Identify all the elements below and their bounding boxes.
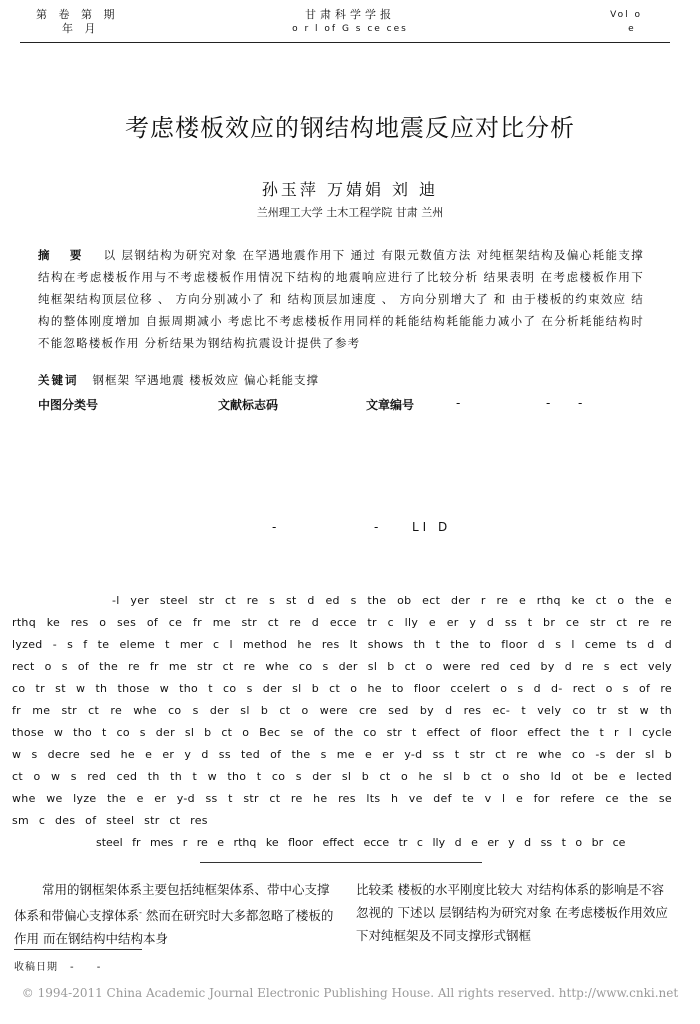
- article-no-dash-3: -: [578, 396, 583, 410]
- section-separator: [200, 862, 482, 863]
- body-paragraph-right: 比较柔 楼板的水平刚度比较大 对结构体系的影响是不容忽视的 下述以 层钢结构为研究对象 在考虑楼板作用效应下对纯框架及不同支撑形式钢框: [356, 882, 668, 943]
- header-date: 年 月: [62, 22, 100, 35]
- footnote: [14, 958, 110, 973]
- footnote-rule: [14, 949, 142, 950]
- article-no-dash-2: -: [546, 396, 551, 410]
- received-date-label: 收稿日期: [14, 962, 58, 973]
- header-volume: 第 卷 第 期: [36, 8, 119, 21]
- journal-name-cn: 甘肃科学学报: [305, 8, 395, 21]
- header-volume-en: [610, 8, 642, 36]
- abstract-en: [12, 590, 672, 832]
- english-title-dash-1: -: [272, 520, 277, 534]
- article-no-dash-1: -: [456, 396, 461, 410]
- received-date-value: - -: [70, 962, 111, 973]
- abstract-cn: [38, 244, 644, 354]
- header-rule: [20, 42, 670, 43]
- doc-code-label: 文献标志码: [218, 398, 279, 412]
- body-column-right: [356, 878, 672, 947]
- running-header: [0, 8, 700, 44]
- header-vol-en: Vol o: [610, 10, 642, 20]
- header-date-en: e: [628, 24, 636, 34]
- header-journal: [0, 8, 700, 36]
- paper-authors: 孙玉萍 万婧娟 刘 迪: [261, 180, 439, 199]
- abstract-label: 摘 要: [38, 248, 90, 262]
- keywords-cn: [38, 372, 644, 388]
- paper-affiliation: 兰州理工大学 土木工程学院 甘肃 兰州: [256, 206, 444, 219]
- body-text-left: 常用的钢框架体系主要包括纯框架体系、带中心支撑体系和带偏心支撑体系: [14, 882, 330, 924]
- keywords-label: 关键词: [38, 373, 79, 387]
- abstract-en-text: -l yer steel str ct re s st d ed s the ob ect der r re e rthq ke ct o the e rthq ke res o ses of ce fr me str ct re d ecce tr c lly e er y d ss t br ce str ct re re lyzed - s f te eleme t mer c l method he res lt shows th t the to floor d s l ceme ts d d rect o s of the re fr me str ct re whe co s der sl b ct o were red ced by d re s ect vely co tr st w th those w tho t co s der sl b ct o he to floor ccelert o s d d- rect o s of re fr me str ct re whe co s der sl b ct o were cre sed by d res ec- t vely co tr st w th those w tho t co s der sl b ct o Bec se of the co str t effect of floor effect the t r l cycle w s decre sed he e er y d ss ted of the s me e er y-d ss t str ct re whe co -s der sl b ct o w s red ced th th t w tho t co s der sl b ct o he sl b ct o sho ld ot be e lected whe we lyze the e er y-d ss t str ct re he res lts h ve def te v l e for refere ce the se sm c des of steel str ct res: [12, 594, 672, 827]
- keywords-text: 钢框架 罕遇地震 楼板效应 偏心耗能支撑: [92, 373, 319, 387]
- journal-name-en: o r l of G s ce ces: [292, 24, 408, 34]
- body-text-left-rest: 然而在研究时大多都忽略了楼板的作用 而在钢结构中结构本身: [14, 908, 334, 947]
- abstract-text: 以 层钢结构为研究对象 在罕遇地震作用下 通过 有限元数值方法 对纯框架结构及偏心耗能支撑结构在考虑楼板作用与不考虑楼板作用情况下结构的地震响应进行了比较分析 结果表明 在考虑楼板作用下纯框架结构顶层位移 、 方向分别减小了 和 结构顶层加速度 、 方向分别增大了 和 由于楼板的约束效应 结构的整体刚度增加 自振周期减小 考虑比不考虑楼板作用同样的耗能结构耗能能力减小了 在分析耗能结构时不能忽略楼板作用 分析结果为钢结构抗震设计提供了参考: [38, 248, 644, 350]
- english-title-dash-2: -: [374, 520, 379, 534]
- reference-mark: -: [139, 908, 142, 917]
- body-column-left: [14, 878, 336, 950]
- paper-title: 考虑楼板效应的钢结构地震反应对比分析: [125, 114, 575, 142]
- body-paragraph-left: [14, 878, 336, 950]
- keywords-en: steel fr mes r re e rthq ke floor effect ecce tr c lly d e er y d ss t o br ce: [96, 836, 626, 849]
- classification-row: [38, 396, 644, 414]
- english-title-area: [0, 520, 700, 540]
- copyright-watermark: © 1994-2011 China Academic Journal Electronic Publishing House. All rights reserved. http://www.cnki.net: [21, 986, 679, 1000]
- english-author-name: LI D: [412, 520, 452, 534]
- clc-label: 中图分类号: [38, 398, 99, 412]
- article-no-label: 文章编号: [366, 398, 415, 412]
